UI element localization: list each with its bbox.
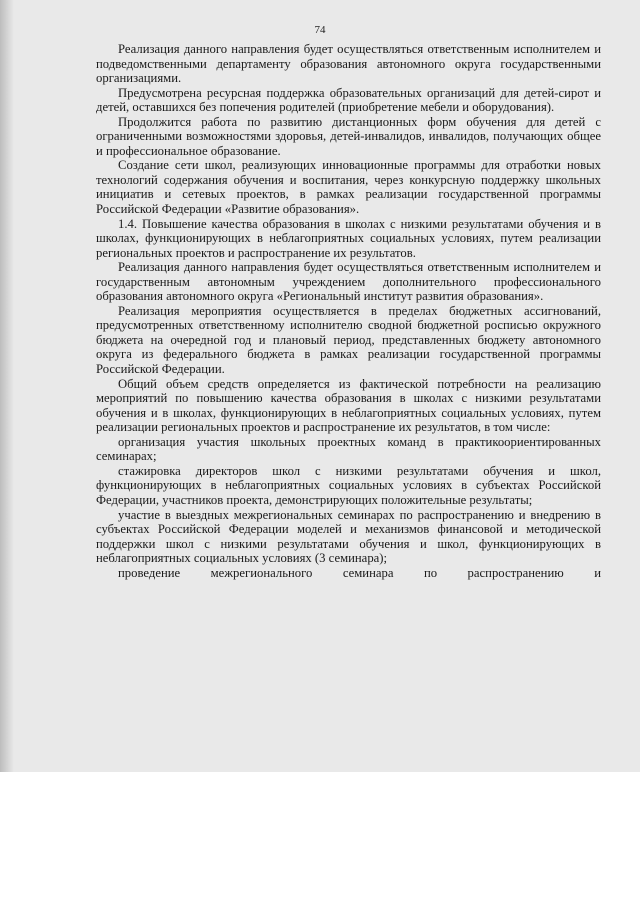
list-item-director-internship: стажировка директоров школ с низкими результатами обучения и школ, функционирующих в неблагоприятных социальных условиях в субъектах Российской Федерации, участников проекта, демонстрирующих положительные результаты; — [96, 463, 601, 507]
paragraph-section-1-4: 1.4. Повышение качества образования в школах с низкими результатами обучения и в школах, функционирующих в неблагоприятных социальных условиях, путем реализации региональных проектов и распространение их результатов. — [96, 216, 601, 260]
list-item-project-teams: организация участия школьных проектных команд в практикоориентированных семинарах; — [96, 434, 601, 464]
list-item-interregional-seminar: проведение межрегионального семинара по распространению и — [118, 565, 601, 580]
document-body — [96, 42, 601, 580]
paragraph-distance-learning: Продолжится работа по развитию дистанционных форм обучения для детей с ограниченными возможностями здоровья, детей-инвалидов, инвалидов, получающих общее и профессиональное образование. — [96, 114, 601, 158]
paragraph-innovation-network: Создание сети школ, реализующих инновационные программы для отработки новых технологий содержания обучения и воспитания, через конкурсную поддержку школьных инициатив и сетевых проектов, в рамках реализации государственной программы Российской Федерации «Развитие образования». — [96, 158, 601, 217]
list-item-field-seminars: участие в выездных межрегиональных семинарах по распространению и внедрению в субъектах Российской Федерации моделей и механизмов финансовой и методической поддержки школ с низкими результатами обучения и школ, функционирующих в неблагоприятных социальных условиях (3 семинара); — [96, 507, 601, 566]
paragraph-total-funding: Общий объем средств определяется из фактической потребности на реализацию мероприятий по повышению качества образования в школах с низкими результатами обучения и в школах, функционирующих в неблагоприятных социальных условиях, путем реализации региональных проектов и распространение их результатов, в том числе: — [96, 376, 601, 435]
paragraph-implementation-institute: Реализация данного направления будет осуществляться ответственным исполнителем и государственным автономным учреждением дополнительного профессионального образования автономного округа «Региональный институт развития образования». — [96, 260, 601, 304]
paragraph-budget-allocations: Реализация мероприятия осуществляется в пределах бюджетных ассигнований, предусмотренных ответственному исполнителю сводной бюджетной росписью окружного бюджета на очередной год и плановый период, представленных бюджету автономного округа из федерального бюджета в рамках реализации государственной программы Российской Федерации. — [96, 303, 601, 377]
page-number: 74 — [314, 24, 326, 36]
paragraph-implementation-subordinate: Реализация данного направления будет осуществляться ответственным исполнителем и подведомственными департаменту образования автономного округа государственными организациями. — [96, 42, 601, 86]
paragraph-orphan-support: Предусмотрена ресурсная поддержка образовательных организаций для детей-сирот и детей, оставшихся без попечения родителей (приобретение мебели и оборудования). — [96, 85, 601, 115]
scan-shadow-edge — [0, 0, 14, 772]
